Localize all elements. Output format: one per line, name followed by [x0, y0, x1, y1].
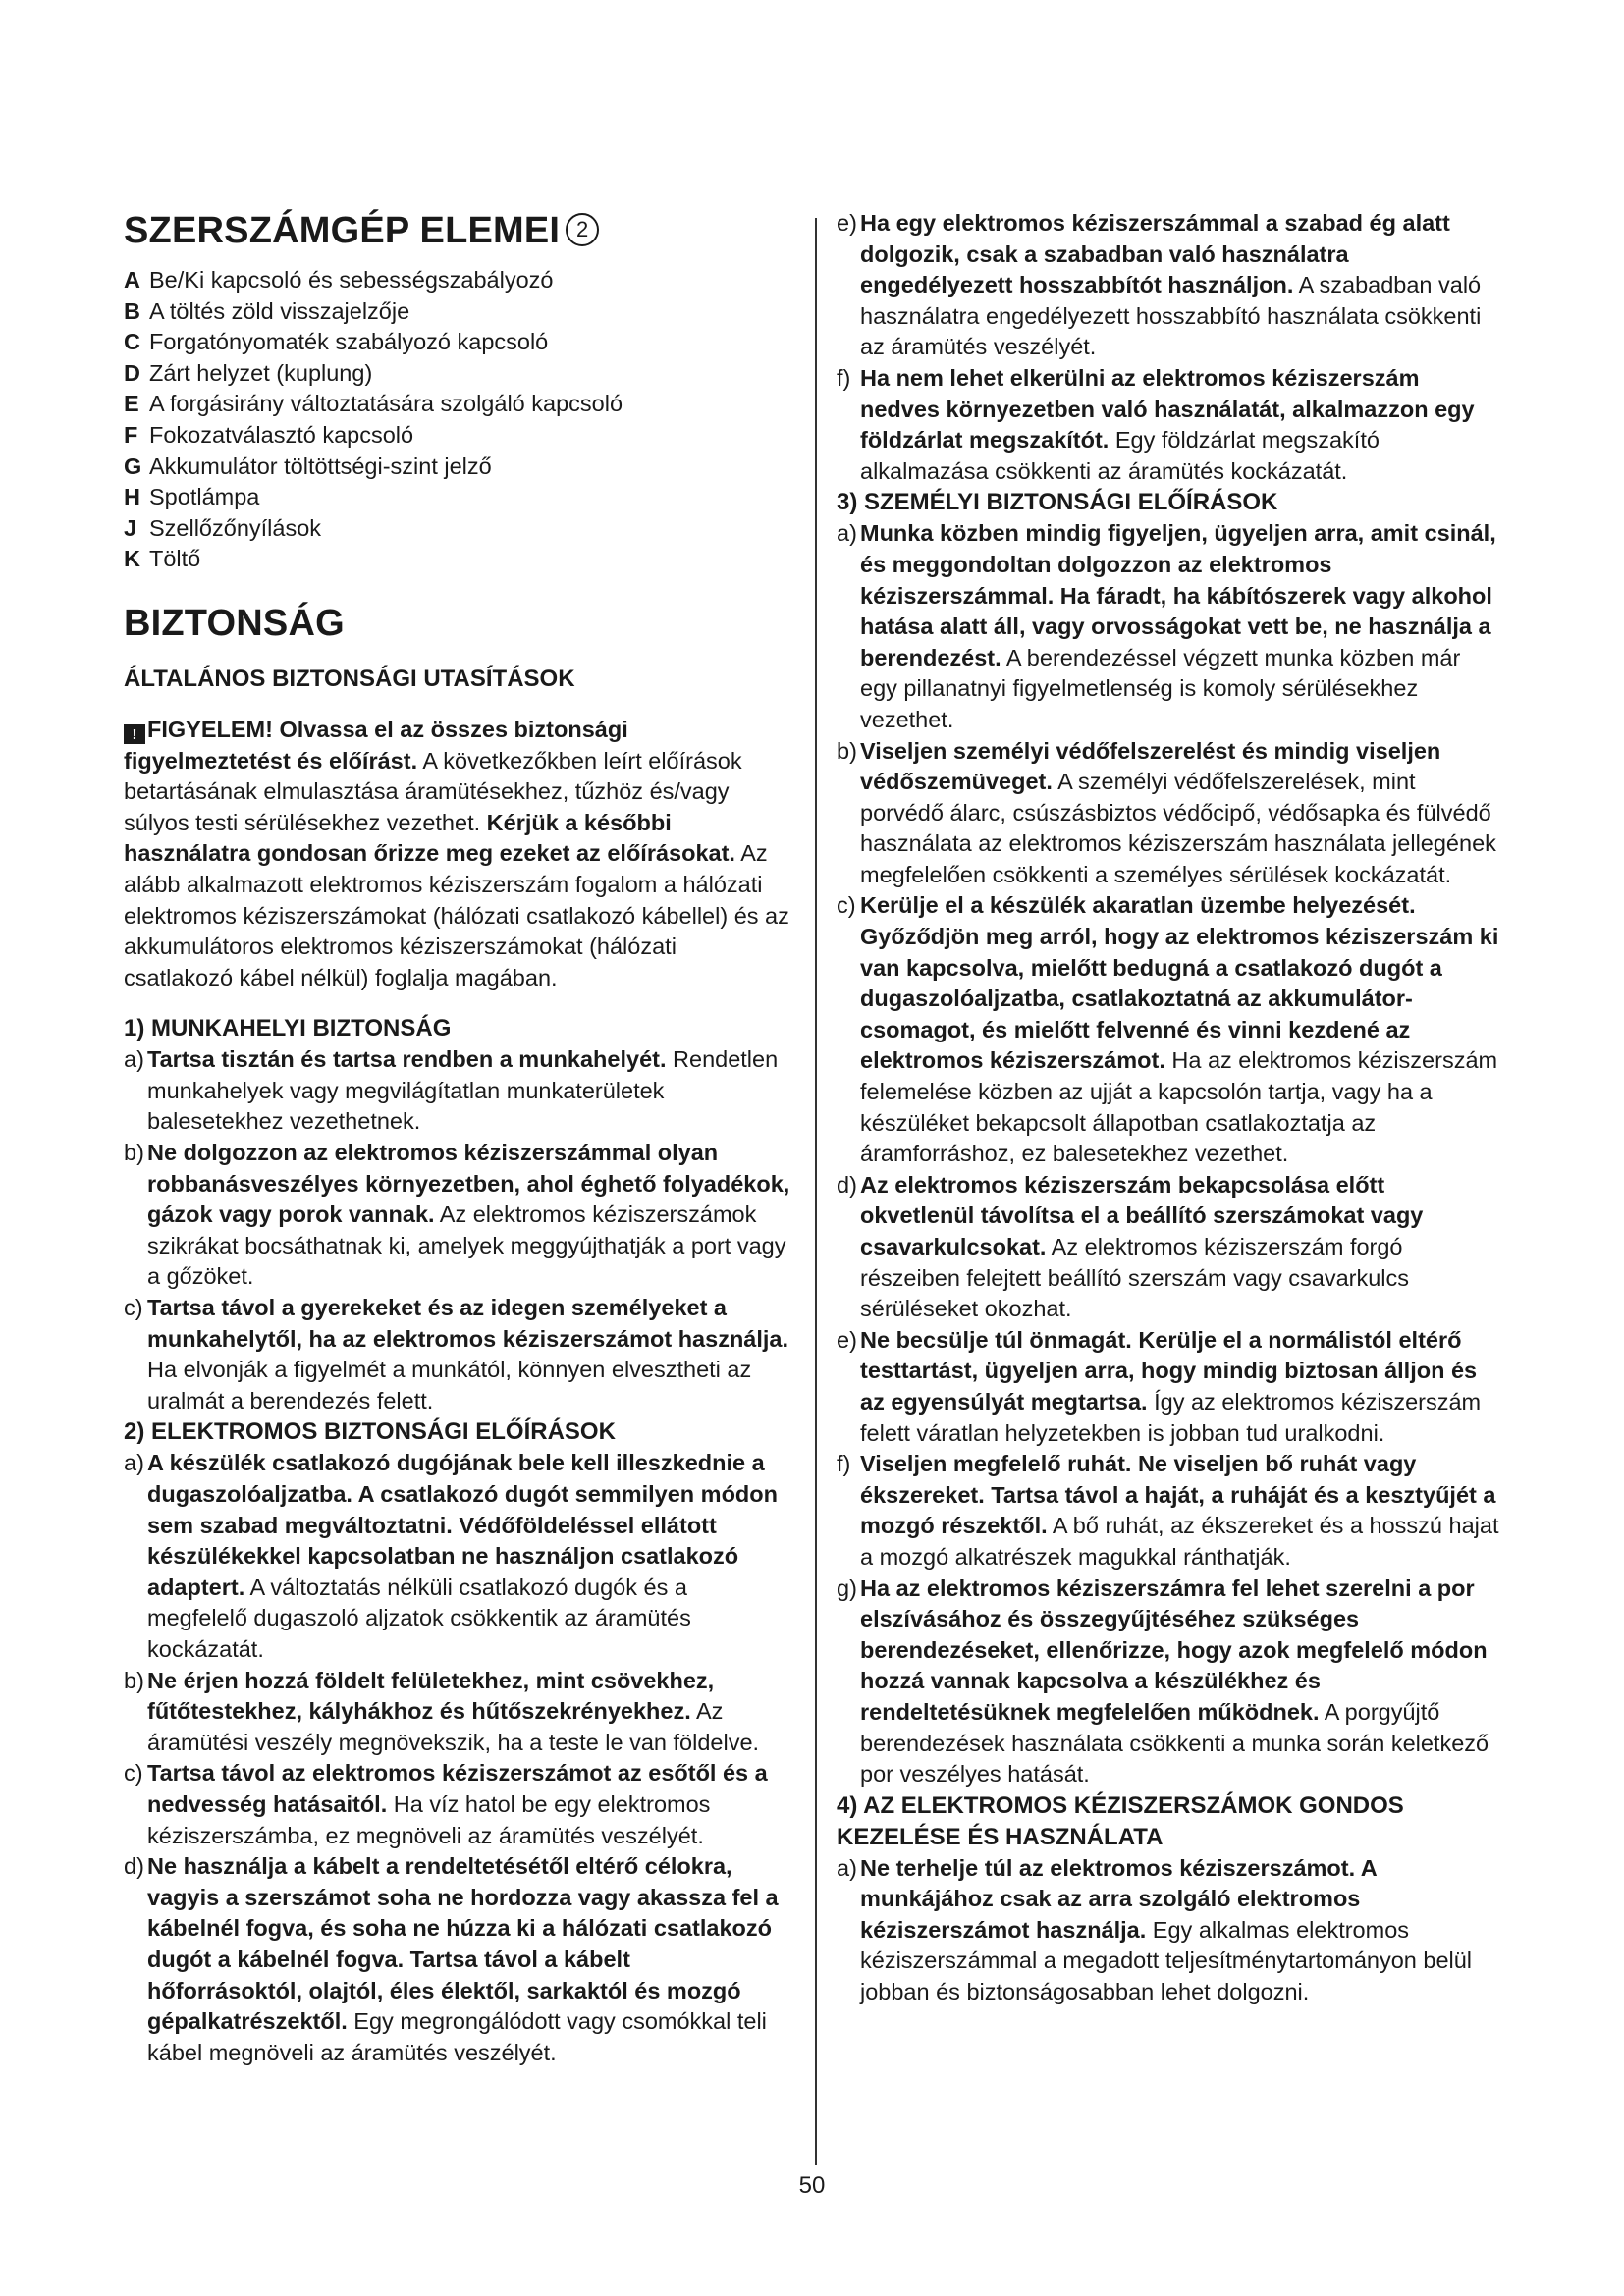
parts-list-item: B A töltés zöld visszajelzője [124, 297, 410, 324]
warning-paragraph: ! FIGYELEM! Olvassa el az összes biztonsági figyelmeztetést és előírást. A következőkben leírt előírások betartásának elmulasztása áramütésekhez, tűzhöz és/vagy súlyos testi sérülésekhez vezethet. Kérjük a későbbi használatra gondosan őrizze meg ezeket az előírásokat. Az alább alkalmazott elektromos kéziszerszám fogalom a hálózati elektromos kéziszerszámokat (hálózati csatlakozó kábellel) és az akkumulátoros elektromos kéziszerszámokat (hálózati csatlakozó kábel nélkül) foglalja magában. [124, 716, 789, 990]
electrical-item: c) Tartsa távol az elektromos kéziszerszámot az esőtől és a nedvesség hatásaitól. Ha víz hatol be egy elektromos kéziszerszámba, ez megnöveli az áramütés veszélyét. [124, 1760, 768, 1848]
parts-list-item: K Töltő [124, 546, 201, 572]
parts-list-item: J Szellőzőnyílások [124, 514, 322, 541]
parts-list-item: F Fokozatválasztó kapcsoló [124, 421, 414, 448]
personal-safety-item: c) Kerülje el a készülék akaratlan üzembe helyezését. Győződjön meg arról, hogy az elektromos kéziszerszám ki van kapcsolva, mielőtt bedugná a csatlakozó dugót a dugaszolóaljzatba, csatlakoztatná az akkumulátor-csomagot, és mielőtt felvenné és vinni kezdené az elektromos kéziszerszámot. Ha az elektromos kéziszerszám felemelése közben az ujját a kapcsolón tartja, vagy ha a készüléket bekapcsolt állapotban csatlakoztatja az áramforráshoz, ez balesetekhez vezethet. [837, 892, 1499, 1167]
figure-ref-badge: 2 [566, 213, 599, 246]
left-column [124, 208, 791, 2068]
electrical-heading: 2) ELEKTROMOS BIZTONSÁGI ELŐÍRÁSOK [124, 1418, 616, 1446]
column-divider [815, 218, 817, 2165]
parts-list-item: C Forgatónyomaték szabályozó kapcsoló [124, 329, 549, 355]
personal-safety-heading: 3) SZEMÉLYI BIZTONSÁGI ELŐÍRÁSOK [837, 489, 1278, 516]
personal-safety-item: g) Ha az elektromos kéziszerszámra fel lehet szerelni a por elszívásához és összegyűjtéséhez szükséges berendezéseket, ellenőrizze, hogy azok megfelelő módon hozzá vannak kapcsolva a készülékhez és rendeltetésüknek megfelelően működnek. A porgyűjtő berendezések használata csökkenti a munka során keletkező por veszélyes hatását. [837, 1575, 1489, 1788]
work-area-item: c) Tartsa távol a gyerekeket és az idegen személyeket a munkahelytől, ha az elektromos kéziszerszámot használja. Ha elvonják a figyelmét a munkától, könnyen elvesztheti az uralmát a berendezés felett. [124, 1295, 789, 1414]
parts-list-item: G Akkumulátor töltöttségi-szint jelző [124, 453, 492, 479]
page-number: 50 [798, 2172, 826, 2199]
warning-triangle-icon: ! [124, 724, 145, 744]
parts-list [124, 265, 791, 575]
electrical-item: e) Ha egy elektromos kéziszerszámmal a szabad ég alatt dolgozik, csak a szabadban való használatra engedélyezett hosszabbítót használjon. A szabadban való használatra engedélyezett hosszabbító használata csökkenti az áramütés veszélyét. [837, 210, 1482, 360]
electrical-item: d) Ne használja a kábelt a rendeltetésétől eltérő célokra, vagyis a szerszámot soha ne hordozza vagy akassza fel a kábelnél fogva, és soha ne húzza ki a hálózati csatlakozó dugót a kábelnél fogva. Tartsa távol a kábelt hőforrásoktól, olajtól, éles élektől, sarkaktól és mozgó gépalkatrészektől. Egy megrongálódott vagy csomókkal teli kábel megnöveli az áramütés veszélyét. [124, 1853, 779, 2065]
work-area-heading: 1) MUNKAHELYI BIZTONSÁG [124, 1015, 452, 1042]
electrical-item: a) A készülék csatlakozó dugójának bele kell illeszkednie a dugaszolóaljzatba. A csatlakozó dugót semmilyen módon sem szabad megváltoztatni. Védőföldeléssel ellátott készülékekkel kapcsolatban ne használjon csatlakozó adaptert. A változtatás nélküli csatlakozó dugók és a megfelelő dugaszoló aljzatok csökkentik az áramütés kockázatát. [124, 1450, 778, 1662]
personal-safety-item: b) Viseljen személyi védőfelszerelést és mindig viseljen védőszemüveget. A személyi védőfelszerelések, mint porvédő álarc, csúszásbiztos védőcipő, védősapka és fülvédő használata az elektromos kéziszerszám használata jellegének megfelelően csökkenti a személyes sérülések kockázatát. [837, 737, 1496, 887]
safety-heading: BIZTONSÁG [124, 602, 345, 644]
general-safety-heading: ÁLTALÁNOS BIZTONSÁGI UTASÍTÁSOK [124, 665, 575, 692]
electrical-item: f) Ha nem lehet elkerülni az elektromos kéziszerszám nedves környezetben való használatát, alkalmazzon egy földzárlat megszakítót. Egy földzárlat megszakító alkalmazása csökkenti az áramütés kockázatát. [837, 364, 1475, 484]
work-area-item: a) Tartsa tisztán és tartsa rendben a munkahelyét. Rendetlen munkahelyek vagy megvilágítatlan munkaterületek balesetekhez vezethetnek. [124, 1046, 779, 1135]
parts-list-item: E A forgásirány változtatására szolgáló kapcsoló [124, 391, 623, 417]
parts-list-item: H Spotlámpa [124, 484, 260, 510]
personal-safety-item: d) Az elektromos kéziszerszám bekapcsolása előtt okvetlenül távolítsa el a beállító szerszámokat vagy csavarkulcsokat. Az elektromos kéziszerszám forgó részeiben felejtett beállító szerszám vagy csavarkulcs sérüléseket okozhat. [837, 1171, 1424, 1322]
personal-safety-item: a) Munka közben mindig figyeljen, ügyeljen arra, amit csinál, és meggondoltan dolgozzon az elektromos kéziszerszámmal. Ha fáradt, ha kábítószerek vagy alkohol hatása alatt áll, vagy orvosságokat vett be, ne használja a berendezést. A berendezéssel végzett munka közben már egy pillanatnyi figyelmetlenség is komoly sérülésekhez vezethet. [837, 520, 1496, 732]
personal-safety-item: f) Viseljen megfelelő ruhát. Ne viseljen bő ruhát vagy ékszereket. Tartsa távol a haját, a ruháját és a kesztyűjét a mozgó részektől. A bő ruhát, az ékszereket és a hosszú hajat a mozgó alkatrészek magukkal ránthatják. [837, 1451, 1499, 1570]
parts-list-item: A Be/Ki kapcsoló és sebességszabályozó [124, 267, 554, 293]
parts-heading: SZERSZÁMGÉP ELEMEI 2 [124, 208, 791, 253]
personal-safety-item: e) Ne becsülje túl önmagát. Kerülje el a normálistól eltérő testtartást, ügyeljen arra, hogy mindig biztosan álljon és az egyensúlyát megtartsa. Így az elektromos kéziszerszám felett váratlan helyzetekben is jobban tud uralkodni. [837, 1326, 1482, 1446]
electrical-item: b) Ne érjen hozzá földelt felületekhez, mint csövekhez, fűtőtestekhez, kályhákhoz és hűtőszekrényekhez. Az áramütési veszély megnövekszik, ha a teste le van földelve. [124, 1667, 760, 1755]
parts-list-item: D Zárt helyzet (kuplung) [124, 359, 373, 386]
tool-use-item: a) Ne terhelje túl az elektromos kéziszerszámot. A munkájához csak az arra szolgáló elektromos kéziszerszámot használja. Egy alkalmas elektromos kéziszerszámmal a megadott teljesítménytartományon belül jobban és biztonságosabban lehet dolgozni. [837, 1854, 1473, 2005]
work-area-item: b) Ne dolgozzon az elektromos kéziszerszámmal olyan robbanásveszélyes környezetben, ahol éghető folyadékok, gázok vagy porok vannak. Az elektromos kéziszerszámok szikrákat bocsáthatnak ki, amelyek meggyújthatják a port vagy a gőzöket. [124, 1140, 790, 1290]
tool-use-heading: 4) AZ ELEKTROMOS KÉZISZERSZÁMOK GONDOS KEZELÉSE ÉS HASZNÁLATA [837, 1791, 1404, 1850]
right-column [837, 208, 1502, 2008]
